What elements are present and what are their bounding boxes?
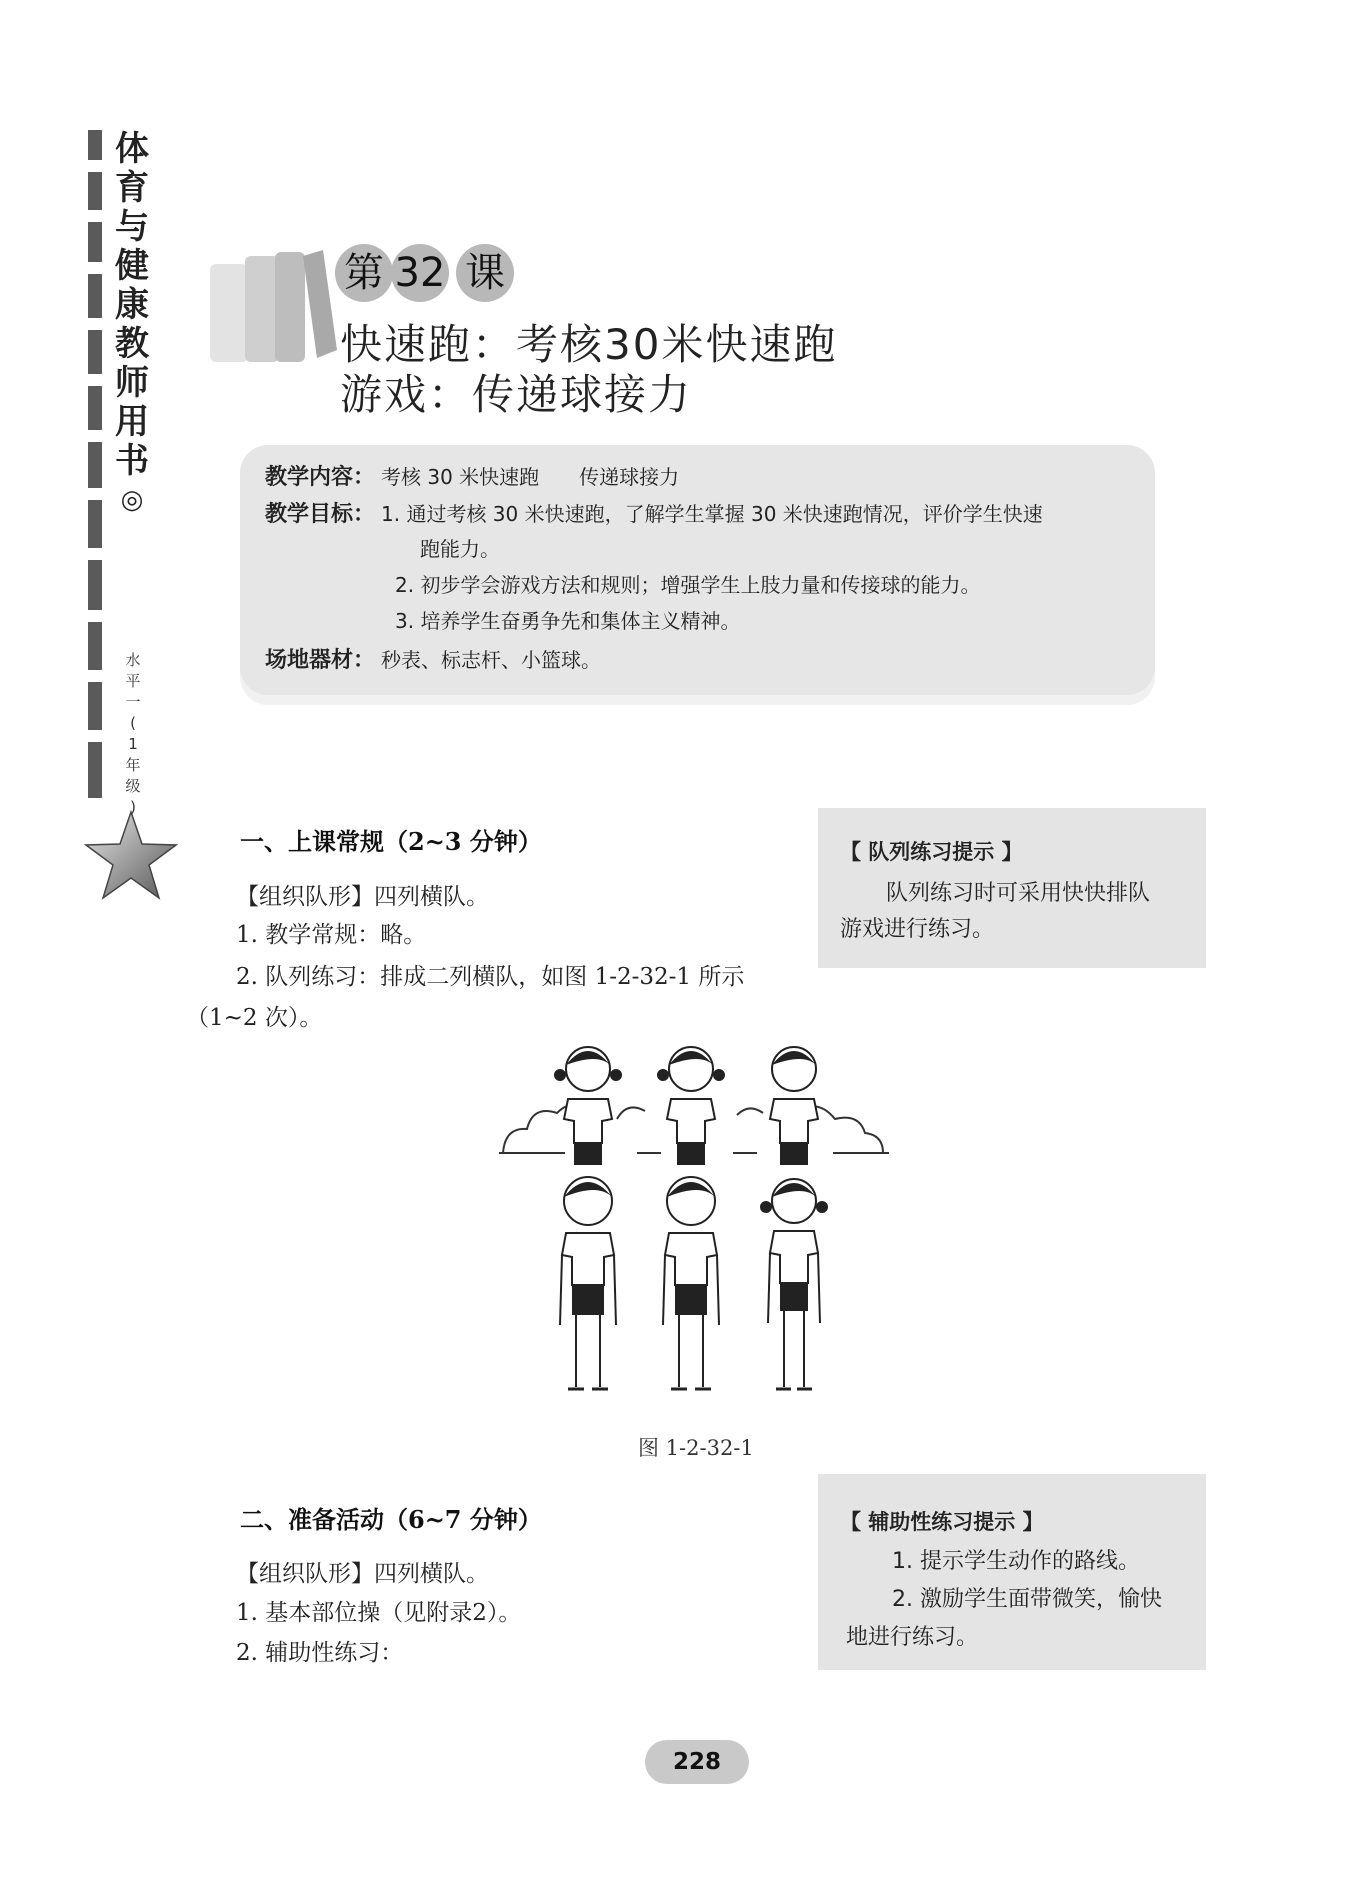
- content-label: 教学内容：: [265, 465, 376, 490]
- section1-heading: 一、上课常规（2~3 分钟）: [240, 827, 542, 856]
- tip2-line3: 地进行练习。: [846, 1625, 979, 1650]
- student-front-right: [760, 1179, 828, 1389]
- section1-line3: 2. 队列练习：排成二列横队，如图 1-2-32-1 所示: [236, 964, 745, 990]
- content-row: [265, 460, 679, 491]
- lesson-title-line2: 游戏：传递球接力: [340, 370, 693, 419]
- section2-line2: 1. 基本部位操（见附录2）。: [236, 1600, 522, 1626]
- tip-box-auxiliary: [818, 1474, 1206, 1670]
- tip1-title: 【 队列练习提示 】: [840, 840, 1023, 864]
- content-text: 考核 30 米快速跑 传递球接力: [381, 465, 680, 489]
- section1-line4: （1~2 次）。: [186, 1005, 323, 1031]
- equipment-label: 场地器材：: [265, 648, 376, 673]
- page-number: 228: [645, 1740, 749, 1784]
- figure-caption: 图 1-2-32-1: [638, 1436, 754, 1460]
- goal-1b: 跑能力。: [420, 537, 500, 561]
- student-front-left: [560, 1177, 616, 1389]
- tip1-line1: 队列练习时可采用快快排队: [886, 881, 1151, 906]
- grade-level-vertical: 水 平 一 ( 1 年 级 ): [125, 651, 141, 816]
- goal-1a: 1. 通过考核 30 米快速跑，了解学生掌握 30 米快速跑情况，评价学生快速: [381, 502, 1043, 526]
- tip2-line2: 2. 激励学生面带微笑，愉快: [892, 1587, 1162, 1612]
- student-front-middle: [663, 1177, 719, 1389]
- student-back-right: [770, 1047, 818, 1165]
- goal-3: 3. 培养学生奋勇争先和集体主义精神。: [395, 609, 741, 633]
- formation-illustration: [495, 1035, 895, 1405]
- student-back-middle: [657, 1047, 725, 1165]
- lesson-number-badge: 32: [391, 244, 449, 302]
- star-icon: [84, 808, 178, 900]
- lesson-info-panel: [240, 445, 1155, 695]
- tip2-line1: 1. 提示学生动作的路线。: [892, 1549, 1140, 1574]
- books-icon: [205, 242, 340, 364]
- student-back-left: [554, 1047, 622, 1165]
- section2-heading: 二、准备活动（6~7 分钟）: [240, 1505, 542, 1534]
- equipment-text: 秒表、标志杆、小篮球。: [381, 648, 602, 672]
- lesson-title-line1: 快速跑：考核30米快速跑: [340, 320, 838, 369]
- section2-line3: 2. 辅助性练习：: [236, 1640, 404, 1666]
- tip2-title: 【 辅助性练习提示 】: [840, 1510, 1044, 1534]
- book-title-vertical: 体 育 与 健 康 教 师 用 书 ◎: [115, 129, 149, 515]
- goals-row: [265, 497, 1043, 528]
- lesson-suffix-badge: 课: [456, 244, 514, 302]
- tip1-line2: 游戏进行练习。: [840, 917, 995, 942]
- lesson-prefix-badge: 第: [335, 244, 393, 302]
- goals-label: 教学目标：: [265, 502, 376, 527]
- tip-box-formation: [818, 808, 1206, 968]
- section1-line1: 【组织队形】四列横队。: [236, 884, 489, 910]
- equipment-row: [265, 643, 601, 674]
- section2-line1: 【组织队形】四列横队。: [236, 1561, 489, 1587]
- section1-line2: 1. 教学常规：略。: [236, 922, 427, 948]
- goal-2: 2. 初步学会游戏方法和规则；增强学生上肢力量和传接球的能力。: [395, 573, 981, 597]
